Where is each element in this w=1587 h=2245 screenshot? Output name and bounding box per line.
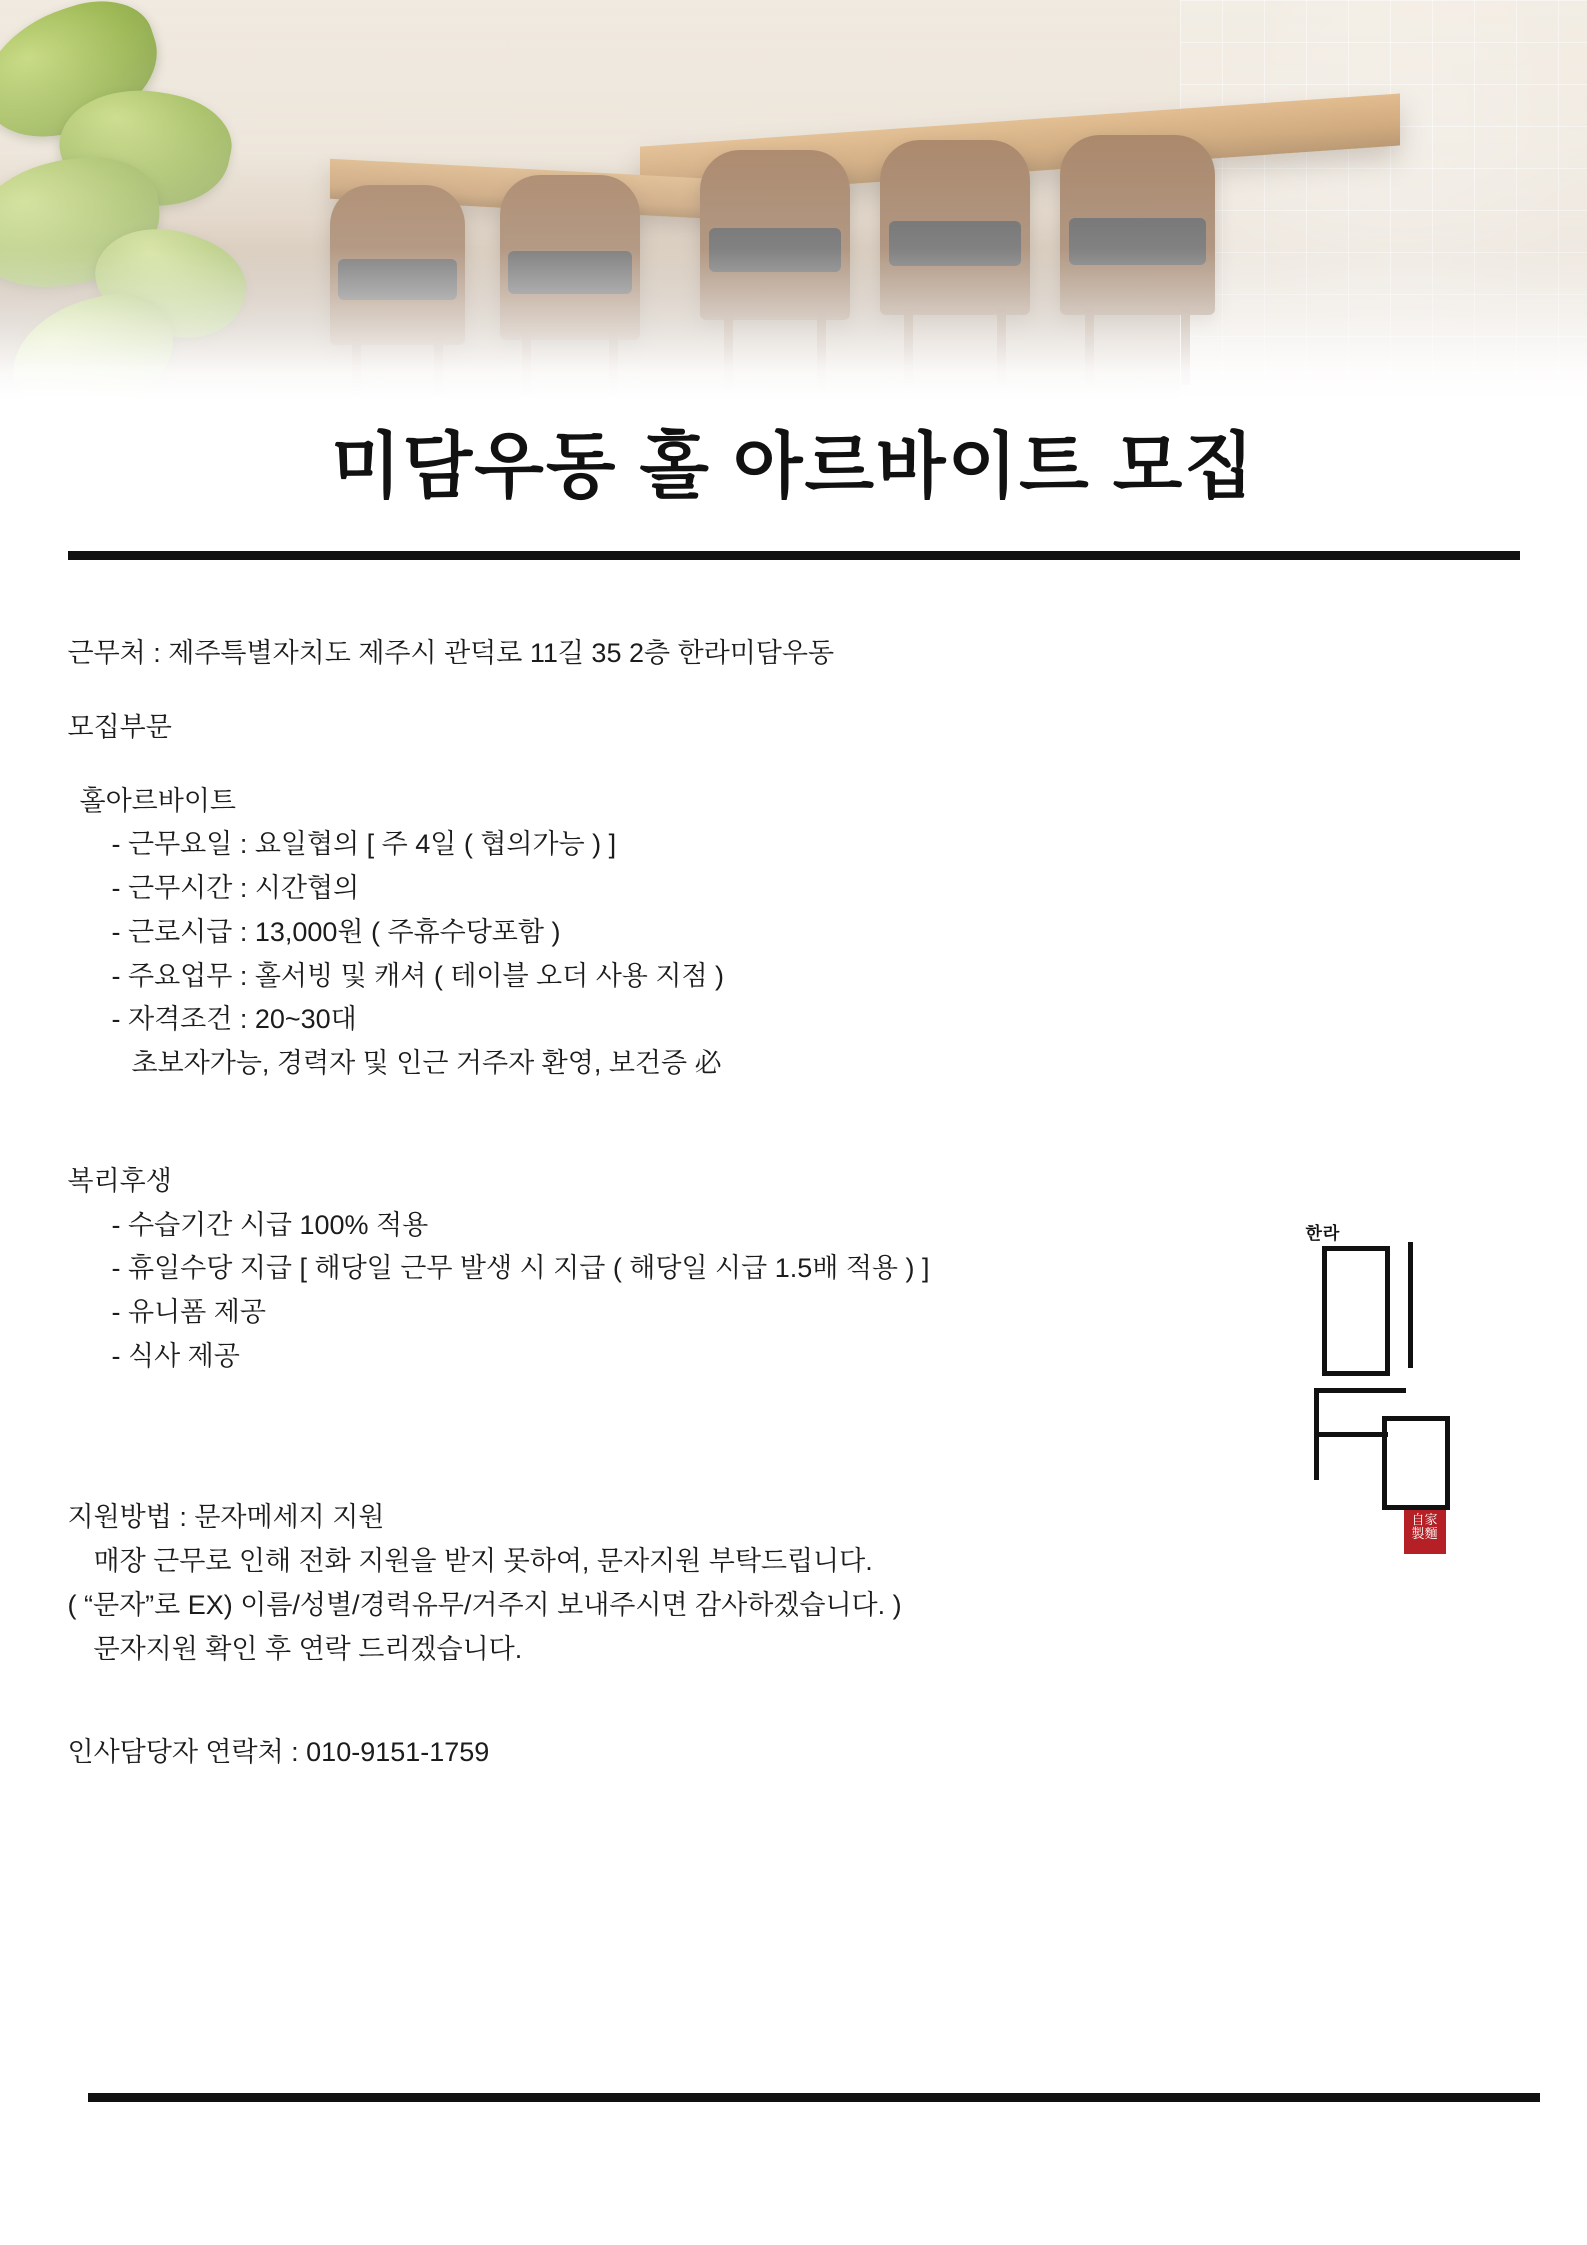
brand-logo bbox=[1300, 1220, 1480, 1550]
divider-top bbox=[68, 551, 1520, 560]
contact-line: 인사담당자 연락처 : 010-9151-1759 bbox=[67, 1737, 490, 1768]
list-item: - 자격조건 : 20~30대 bbox=[111, 1004, 357, 1035]
apply-line: ( “문자”로 EX) 이름/성별/경력유무/거주지 보내주시면 감사하겠습니다. ) bbox=[67, 1589, 902, 1620]
workplace-line: 근무처 : 제주특별자치도 제주시 관덕로 11길 35 2층 한라미담우동 bbox=[67, 638, 835, 669]
list-item: - 근무시간 : 시간협의 bbox=[111, 873, 360, 904]
position-title: 홀아르바이트 bbox=[79, 785, 236, 816]
logo-stroke bbox=[1314, 1432, 1388, 1437]
recruit-heading: 모집부문 bbox=[67, 711, 172, 742]
spacer bbox=[68, 1086, 1520, 1160]
list-item: - 유니폼 제공 bbox=[111, 1297, 266, 1327]
list-item: - 근로시급 : 13,000원 ( 주휴수당포함 ) bbox=[111, 916, 561, 947]
poster-body bbox=[68, 560, 1520, 1775]
list-item: - 주요업무 : 홀서빙 및 캐셔 ( 테이블 오더 사용 지점 ) bbox=[111, 960, 725, 991]
list-item: - 근무요일 : 요일협의 [ 주 4일 ( 협의가능 ) ] bbox=[111, 829, 617, 860]
spacer bbox=[68, 676, 1520, 706]
logo-stroke bbox=[1408, 1242, 1413, 1368]
seal-line-1: 自家 bbox=[1411, 1513, 1438, 1529]
apply-line: 매장 근무로 인해 전화 지원을 받지 못하여, 문자지원 부탁드립니다. bbox=[93, 1546, 873, 1577]
page-title: 미담우동 홀 아르바이트 모집 bbox=[331, 427, 1256, 507]
logo-top-label: 한라 bbox=[1305, 1224, 1341, 1244]
seal-stamp-icon bbox=[1404, 1510, 1446, 1554]
apply-line: 문자지원 확인 후 연락 드리겠습니다. bbox=[93, 1633, 523, 1664]
divider-bottom bbox=[88, 2093, 1540, 2102]
logo-stroke bbox=[1382, 1416, 1450, 1510]
logo-stroke bbox=[1314, 1388, 1406, 1393]
hero-fade-overlay bbox=[0, 0, 1587, 400]
list-item: - 식사 제공 bbox=[111, 1340, 240, 1371]
spacer bbox=[68, 1701, 1520, 1731]
qualification-subline: 초보자가능, 경력자 및 인근 거주자 환영, 보건증 必 bbox=[131, 1048, 722, 1079]
title-area bbox=[0, 428, 1587, 507]
hero-photo-band bbox=[0, 0, 1587, 400]
list-item: - 휴일수당 지급 [ 해당일 근무 발생 시 지급 ( 해당일 시급 1.5배 적용 ) ] bbox=[111, 1253, 930, 1284]
benefits-heading: 복리후생 bbox=[67, 1165, 172, 1196]
spacer bbox=[68, 1671, 1520, 1701]
apply-heading: 지원방법 : 문자메세지 지원 bbox=[67, 1502, 385, 1533]
spacer bbox=[68, 750, 1520, 780]
logo-stroke bbox=[1322, 1246, 1390, 1376]
seal-line-2: 製麵 bbox=[1411, 1526, 1438, 1542]
list-item: - 수습기간 시급 100% 적용 bbox=[111, 1209, 429, 1240]
